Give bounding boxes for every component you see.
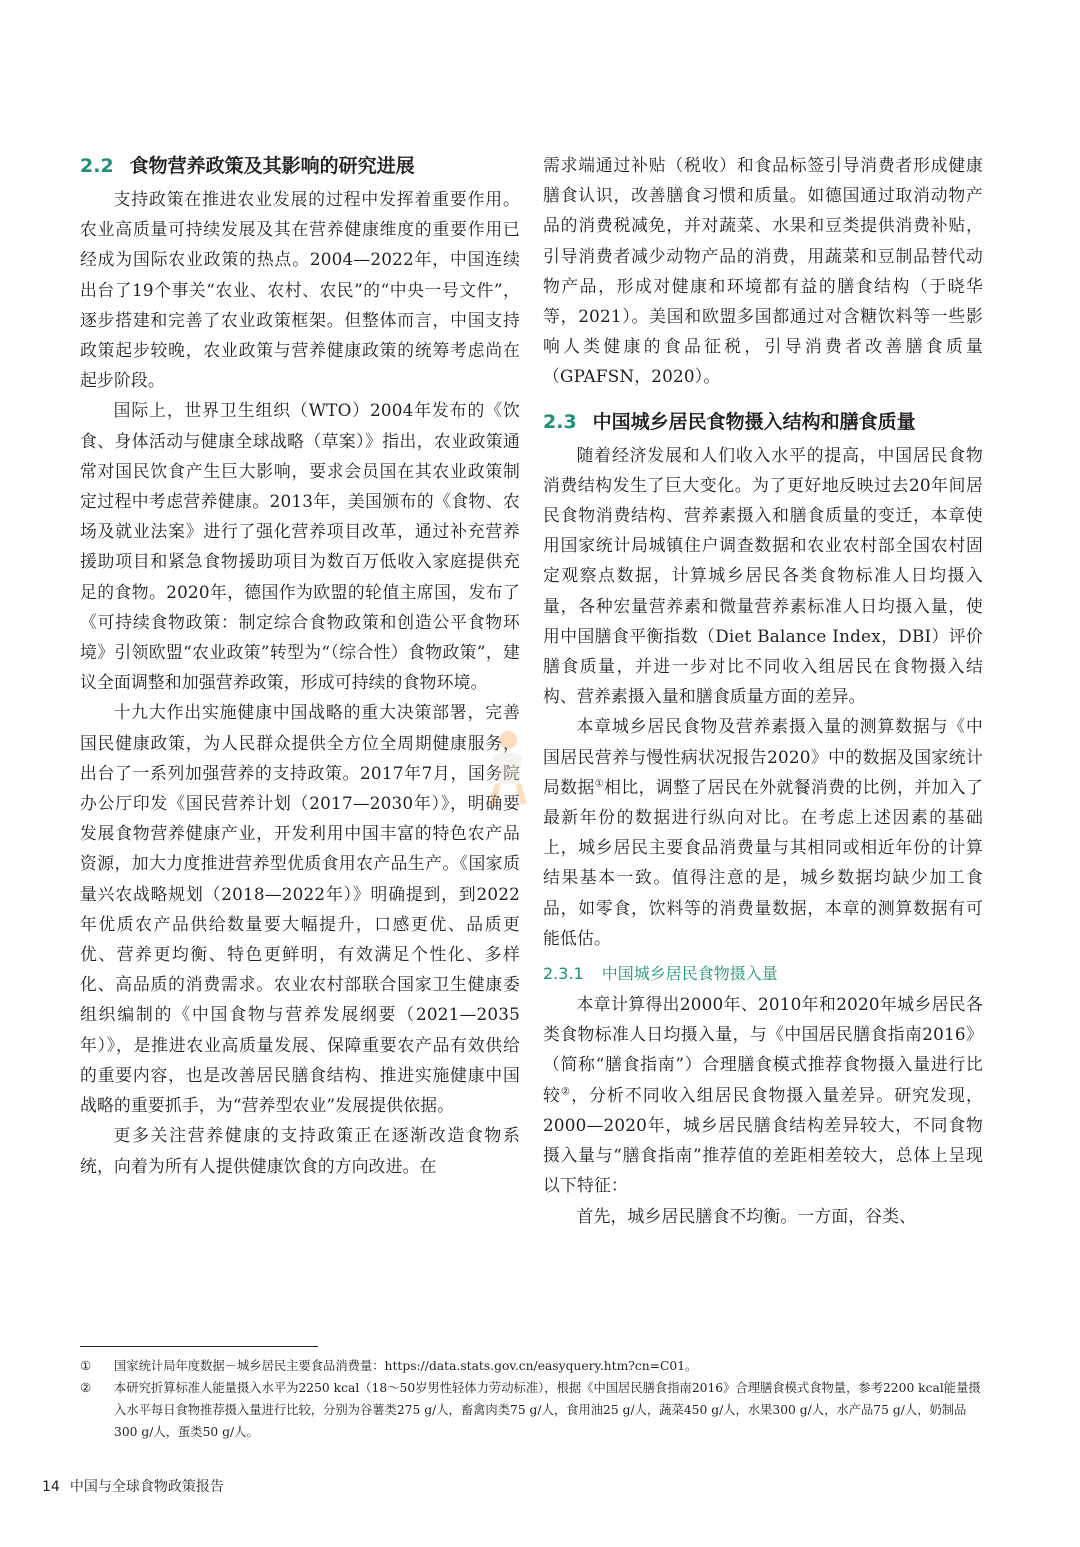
section-heading-2-2 <box>80 150 520 182</box>
paragraph: 首先，城乡居民膳食不均衡。一方面，谷类、 <box>576 1205 917 1226</box>
footnote-1 <box>80 1355 985 1377</box>
paragraph: 本章计算得出2000年、2010年和2020年城乡居民各类食物标准人日均摄入量，与《中国居民膳食指南2016》（简称“膳食指南”）合理膳食模式推荐食物摄入量进行比较②，分析不同收入组居民食物摄入量差异。研究发现，2000—2020年，城乡居民膳食结构差异较大，不同食物摄入量与“膳食指南”推荐值的差距相差较大，总体上呈现以下特征： <box>543 994 983 1196</box>
page-number: 14 <box>42 1479 60 1495</box>
left-column <box>80 150 520 1181</box>
footnote-ref-1[interactable]: ① <box>594 778 605 790</box>
footnote-mark: ① <box>80 1359 92 1373</box>
paragraph: 国际上，世界卫生组织（WTO）2004年发布的《饮食、身体活动与健康全球战略（草案）》指出，农业政策通常对国民饮食产生巨大影响，要求会员国在其农业政策制定过程中考虑营养健康。2013年，美国颁布的《食物、农场及就业法案》进行了强化营养项目改革，通过补充营养援助项目和紧急食物援助项目为数百万低收入家庭提供充足的食物。2020年，德国作为欧盟的轮值主席国，发布了《可持续食物政策：制定综合食物政策和创造公平食物环境》引领欧盟“农业政策”转型为“（综合性）食物政策”，建议全面调整和加强营养政策，形成可持续的食物环境。 <box>80 400 520 693</box>
section-number: 2.3 <box>543 410 577 433</box>
right-column <box>543 150 983 1231</box>
subsection-title: 中国城乡居民食物摄入量 <box>601 964 778 984</box>
subsection-heading-2-3-1 <box>543 959 983 989</box>
subsection-number: 2.3.1 <box>543 964 584 984</box>
footnote-text: 国家统计局年度数据－城乡居民主要食品消费量：https://data.stats.gov.cn/easyquery.htm?cn=C01。 <box>114 1359 698 1373</box>
page-footer <box>42 1476 224 1496</box>
section-number: 2.2 <box>80 155 114 177</box>
paragraph: 随着经济发展和人们收入水平的提高，中国居民食物消费结构发生了巨大变化。为了更好地反映过去20年间居民食物消费结构、营养素摄入和膳食质量的变迁，本章使用国家统计局城镇住户调查数据和农业农村部全国农村固定观察点数据，计算城乡居民各类食物标准人日均摄入量，各种宏量营养素和微量营养素标准人日均摄入量，使用中国膳食平衡指数（Diet Balance Index，DBI）评价膳食质量，并进一步对比不同收入组居民在食物摄入结构、营养素摄入量和膳食质量方面的差异。 <box>543 444 983 707</box>
footnote-ref-2[interactable]: ② <box>560 1086 572 1098</box>
section-heading-2-3 <box>543 406 983 438</box>
footnote-2 <box>80 1377 985 1443</box>
footnotes <box>80 1355 985 1443</box>
paragraph: 支持政策在推进农业发展的过程中发挥着重要作用。农业高质量可持续发展及其在营养健康维度的重要作用已经成为国际农业政策的热点。2004—2022年，中国连续出台了19个事关“农业、农村、农民”的“中央一号文件”，逐步搭建和完善了农业政策框架。但整体而言，中国支持政策起步较晚，农业政策与营养健康政策的统筹考虑尚在起步阶段。 <box>80 189 520 391</box>
footnote-rule <box>80 1346 318 1347</box>
paragraph: 本章城乡居民食物及营养素摄入量的测算数据与《中国居民营养与慢性病状况报告2020》中的数据及国家统计局数据①相比，调整了居民在外就餐消费的比例，并加入了最新年份的数据进行纵向对比。在考虑上述因素的基础上，城乡居民主要食品消费量与其相同或相近年份的计算结果基本一致。值得注意的是，城乡数据均缺少加工食品，如零食，饮料等的消费量数据，本章的测算数据有可能低估。 <box>543 716 983 948</box>
paragraph: 十九大作出实施健康中国战略的重大决策部署，完善国民健康政策，为人民群众提供全方位全周期健康服务，出台了一系列加强营养的支持政策。2017年7月，国务院办公厅印发《国民营养计划（2017—2030年）》，明确要发展食物营养健康产业，开发利用中国丰富的特色农产品资源，加大力度推进营养型优质食用农产品生产。《国家质量兴农战略规划（2018—2022年）》明确提到，到2022年优质农产品供给数量要大幅提升，口感更优、品质更优、营养更均衡、特色更鲜明，有效满足个性化、多样化、高品质的消费需求。农业农村部联合国家卫生健康委组织编制的《中国食物与营养发展纲要（2021—2035年）》，是推进农业高质量发展、保障重要农产品有效供给的重要内容，也是改善居民膳食结构、推进实施健康中国战略的重要抓手，为“营养型农业”发展提供依据。 <box>80 702 520 1116</box>
footnote-text: 本研究折算标准人能量摄入水平为2250 kcal（18～50岁男性轻体力劳动标准），根据《中国居民膳食指南2016》合理膳食模式食物量，参考2200 kcal能量摄入水平每日食物推荐摄入量进行比较，分别为谷薯类275 g/人，畜禽肉类75 g/人，食用油25 g/人，蔬菜450 g/人，水果300 g/人，水产品75 g/人，奶制品300 g/人，蛋类50 g/人。 <box>114 1381 981 1439</box>
paragraph-continuation: 需求端通过补贴（税收）和食品标签引导消费者形成健康膳食认识，改善膳食习惯和质量。如德国通过取消动物产品的消费税减免，并对蔬菜、水果和豆类提供消费补贴，引导消费者减少动物产品的消费，用蔬菜和豆制品替代动物产品，形成对健康和环境都有益的膳食结构（于晓华等，2021）。美国和欧盟多国都通过对含糖饮料等一些影响人类健康的食品征税，引导消费者改善膳食质量（GPAFSN，2020）。 <box>543 155 983 387</box>
footnote-mark: ② <box>80 1381 92 1395</box>
book-title: 中国与全球食物政策报告 <box>69 1479 224 1495</box>
section-title: 中国城乡居民食物摄入结构和膳食质量 <box>592 410 916 433</box>
section-title: 食物营养政策及其影响的研究进展 <box>129 155 415 177</box>
paragraph: 更多关注营养健康的支持政策正在逐渐改造食物系统，向着为所有人提供健康饮食的方向改进。在 <box>80 1125 520 1176</box>
